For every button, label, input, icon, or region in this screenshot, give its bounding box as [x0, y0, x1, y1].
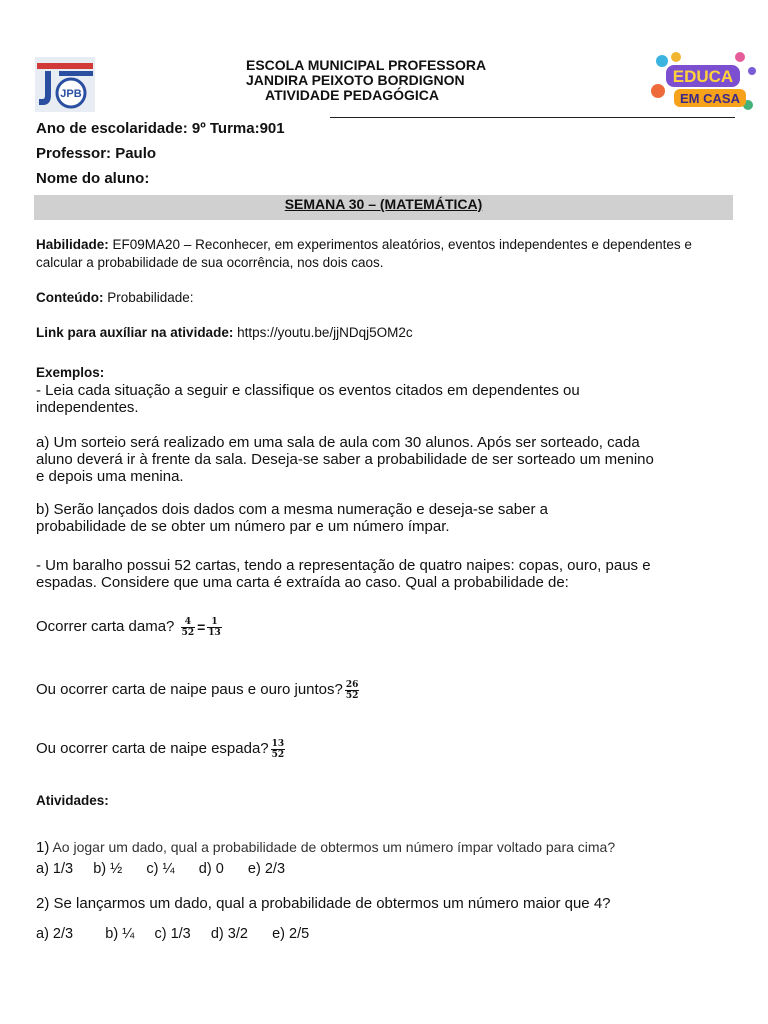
school-logo-text: JPB: [60, 88, 82, 100]
examples-intro: - Leia cada situação a seguir e classifique os eventos citados em dependentes ou independentes.: [36, 382, 580, 416]
header-divider: [330, 117, 735, 118]
fraction-13-52: $\frac{13}{52}$: [271, 738, 285, 760]
activity-title: ATIVIDADE PEDAGÓGICA: [265, 87, 439, 103]
content-text: Probabilidade:: [107, 290, 194, 305]
activity-1-text: Ao jogar um dado, qual a probabilidade de obtermos um número ímpar voltado para cima?: [52, 839, 616, 855]
activity-2-question: 2) Se lançarmos um dado, qual a probabilidade de obtermos um número maior que 4?: [36, 895, 611, 912]
student-name-label: Nome do aluno:: [36, 170, 150, 187]
skill-text: EF09MA20 – Reconhecer, em experimentos aleatórios, eventos independentes e dependentes e calcular a probabilidade de sua ocorrência, nos dois caos.: [36, 237, 692, 270]
question-queen-text: Ocorrer carta dama?: [36, 618, 175, 635]
activity-1-number: 1): [36, 839, 50, 856]
question-spades: [36, 735, 696, 763]
question-clubs-diamonds: [36, 676, 696, 704]
skill-label: Habilidade:: [36, 237, 109, 252]
content-label: Conteúdo:: [36, 290, 104, 305]
educa-logo-text: EDUCA: [672, 67, 734, 86]
fraction-1-13: $\frac{1}{13}$: [208, 616, 221, 638]
deck-intro: - Um baralho possui 52 cartas, tendo a representação de quatro naipes: copas, ouro, paus e espadas. Considere que uma carta é extraída ao caso. Qual a probabilidade de:: [36, 557, 651, 591]
school-name-line1: ESCOLA MUNICIPAL PROFESSORA: [246, 57, 487, 73]
activity-1-question: [36, 838, 696, 857]
em-casa-logo-text: EM CASA: [680, 91, 740, 106]
activity-2-options: a) 2/3 b) ¼ c) 1/3 d) 3/2 e) 2/5: [36, 926, 310, 942]
content-paragraph: [36, 289, 696, 307]
activities-title: Atividades:: [36, 793, 109, 808]
video-link[interactable]: https://youtu.be/jjNDqj5OM2c: [237, 325, 413, 340]
link-paragraph: [36, 324, 696, 342]
example-a: a) Um sorteio será realizado em uma sala de aula com 30 alunos. Após ser sorteado, cada aluno deverá ir à frente da sala. Deseja-se saber a probabilidade de ser sorteado um menino e depois uma menina.: [36, 434, 654, 485]
grade-and-class: Ano de escolaridade: 9º Turma:901: [36, 120, 285, 137]
activity-1-options: a) 1/3 b) ½ c) ¼ d) 0 e) 2/3: [36, 861, 286, 877]
question-spades-text: Ou ocorrer carta de naipe espada?: [36, 740, 269, 757]
skill-paragraph: [36, 236, 696, 272]
question-clubs-diamonds-text: Ou ocorrer carta de naipe paus e ouro juntos?: [36, 681, 343, 698]
example-b: b) Serão lançados dois dados com a mesma numeração e deseja-se saber a probabilidade de se obter um número par e um número ímpar.: [36, 501, 548, 535]
educa-em-casa-logo: [640, 47, 760, 119]
question-queen: [36, 614, 696, 640]
equals-sign: =: [197, 619, 206, 636]
teacher-name: Professor: Paulo: [36, 145, 157, 162]
fraction-26-52: $\frac{26}{52}$: [345, 679, 359, 701]
school-header: [205, 58, 545, 103]
week-title: SEMANA 30 – (MATEMÁTICA): [284, 196, 483, 212]
examples-title: Exemplos:: [36, 365, 105, 380]
week-banner: [34, 195, 733, 220]
fraction-4-52: $\frac{4}{52}$: [181, 616, 195, 638]
school-name-line2: JANDIRA PEIXOTO BORDIGNON: [246, 72, 465, 88]
school-logo: [35, 57, 95, 112]
link-label: Link para auxíliar na atividade:: [36, 325, 234, 340]
